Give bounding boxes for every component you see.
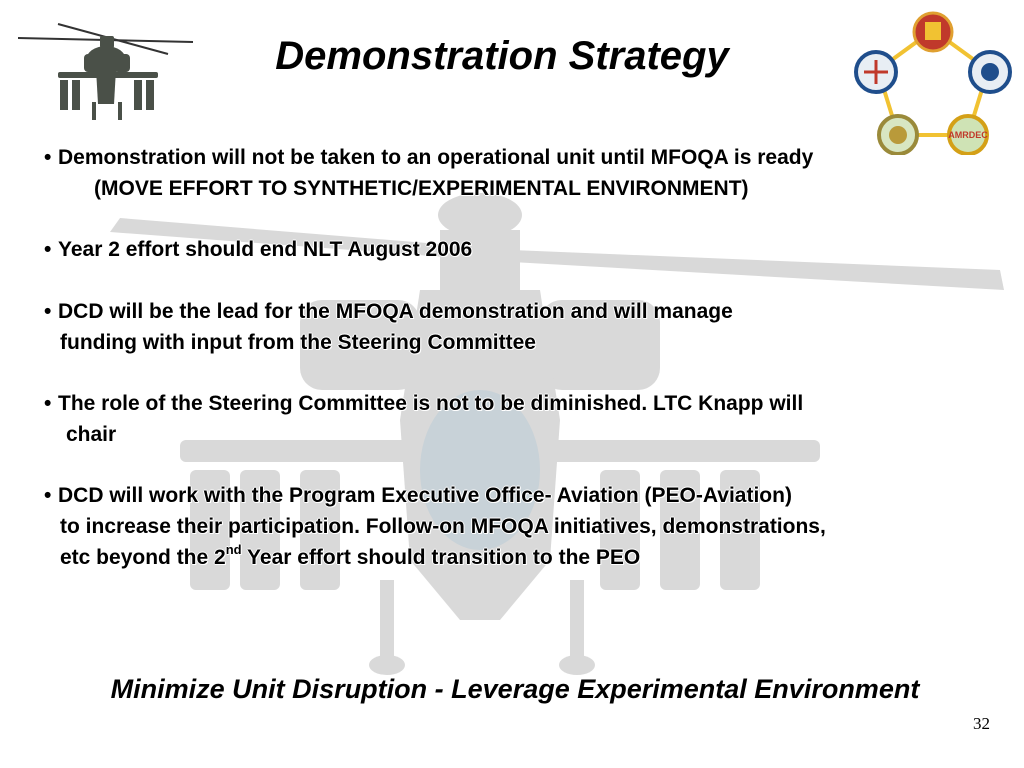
bullet-text: chair bbox=[66, 423, 117, 446]
bullet-text: funding with input from the Steering Committee bbox=[60, 331, 536, 354]
footer-tagline: Minimize Unit Disruption - Leverage Experimental Environment bbox=[110, 674, 920, 704]
bullet-text: The role of the Steering Committee is not to be diminished. LTC Knapp will bbox=[58, 392, 804, 415]
bullet-item bbox=[44, 234, 472, 265]
bullet-text: (MOVE EFFORT TO SYNTHETIC/EXPERIMENTAL ENVIRONMENT) bbox=[94, 177, 749, 200]
bullet-item bbox=[44, 388, 803, 450]
page-number: 32 bbox=[973, 714, 990, 733]
bullet-text: DCD will be the lead for the MFOQA demonstration and will manage bbox=[58, 300, 733, 323]
bullet-text: Year effort should transition to the PEO bbox=[241, 546, 641, 569]
bullet-text: Year 2 effort should end NLT August 2006 bbox=[58, 238, 473, 261]
bullet-glyph: • bbox=[44, 146, 52, 169]
bullet-text: to increase their participation. Follow-on MFOQA initiatives, demonstrations, bbox=[60, 515, 826, 538]
bullet-text: etc beyond the 2 bbox=[60, 546, 226, 569]
bullet-text: DCD will work with the Program Executive Office- Aviation (PEO-Aviation) bbox=[58, 484, 792, 507]
seal-label: AMRDEC bbox=[948, 130, 988, 140]
bullet-item bbox=[44, 142, 813, 204]
ordinal-suffix: nd bbox=[225, 542, 242, 557]
bullet-glyph: • bbox=[44, 392, 52, 415]
bullet-text: Demonstration will not be taken to an operational unit until MFOQA is ready bbox=[58, 146, 814, 169]
bullet-item bbox=[44, 296, 733, 358]
page-title: Demonstration Strategy bbox=[275, 34, 729, 78]
seal-cluster-logo bbox=[848, 10, 1018, 155]
bullet-item bbox=[44, 480, 826, 573]
bullet-glyph: • bbox=[44, 238, 52, 261]
bullet-glyph: • bbox=[44, 300, 52, 323]
bullet-glyph: • bbox=[44, 484, 52, 507]
